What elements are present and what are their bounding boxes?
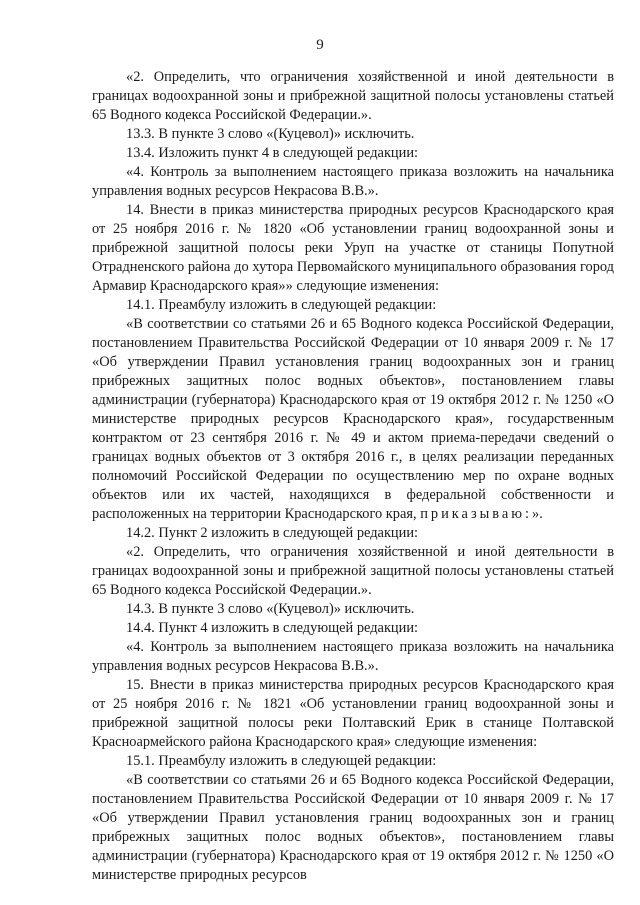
preamble-14-order-word: приказываю: xyxy=(420,506,533,522)
paragraph-14-1: 14.1. Преамбулу изложить в следующей редакции: xyxy=(126,297,437,313)
paragraph-14-2: 14.2. Пункт 2 изложить в следующей редакции: xyxy=(126,525,419,541)
paragraph-13-3: 13.3. В пункте 3 слово «(Куцевол)» исключить. xyxy=(126,126,415,142)
paragraph-15: 15. Внести в приказ министерства природных ресурсов Краснодарского края от 25 ноября 2016 г. № 1821 «Об установлении границ водоохранной зоны и прибрежной защитной полосы реки Полтавский Ерик в станице Полтавской Красноармейского района Краснодарского края» следующие изменения: xyxy=(92,677,614,750)
paragraph-quote-item-4: «4. Контроль за выполнением настоящего приказа возложить на начальника управления водных ресурсов Некрасова В.В.». xyxy=(92,164,614,199)
paragraph-14-4: 14.4. Пункт 4 изложить в следующей редакции: xyxy=(126,620,419,636)
paragraph-quote-item-4-b: «4. Контроль за выполнением настоящего приказа возложить на начальника управления водных ресурсов Некрасова В.В.». xyxy=(92,639,614,674)
preamble-14-closing: ». xyxy=(532,506,543,522)
paragraph-14-3: 14.3. В пункте 3 слово «(Куцевол)» исключить. xyxy=(126,601,415,617)
paragraph-15-1: 15.1. Преамбулу изложить в следующей редакции: xyxy=(126,753,437,769)
preamble-14-text: «В соответствии со статьями 26 и 65 Водного кодекса Российской Федерации, постановлением Правительства Российской Федерации от 10 января 2009 г. № 17 «Об утверждении Правил установления границ водоохранных зон и границ прибрежных защитных полос водных объектов», постановлением главы администрации (губернатора) Краснодарского края от 19 октября 2012 г. № 1250 «О министерстве природных ресурсов Краснодарского края», государственным контрактом от 23 сентября 2016 г. № 49 и актом приема-передачи сведений о границах водных объектов от 3 октября 2016 г., в целях реализации переданных полномочий Российской Федерации по осуществлению мер по охране водных объектов или их частей, находящихся в федеральной собственности и расположенных на территории Краснодарского края, xyxy=(92,316,614,522)
page-number: 9 xyxy=(316,37,324,53)
document-body xyxy=(92,68,614,885)
paragraph-quote-item-2-b: «2. Определить, что ограничения хозяйственной и иной деятельности в границах водоохранной зоны и прибрежной защитной полосы установлены статьей 65 Водного кодекса Российской Федерации.». xyxy=(92,544,614,598)
paragraph-13-4: 13.4. Изложить пункт 4 в следующей редакции: xyxy=(126,145,419,161)
paragraph-14: 14. Внести в приказ министерства природных ресурсов Краснодарского края от 25 ноября 2016 г. № 1820 «Об установлении границ водоохранной зоны и прибрежной защитной полосы реки Уруп на участке от станицы Попутной Отрадненского района до хутора Первомайского муниципального образования город Армавир Краснодарского края»» следующие изменения: xyxy=(92,202,614,294)
paragraph-preamble-14 xyxy=(92,315,614,524)
paragraph-preamble-15: «В соответствии со статьями 26 и 65 Водного кодекса Российской Федерации, постановлением Правительства Российской Федерации от 10 января 2009 г. № 17 «Об утверждении Правил установления границ водоохранных зон и границ прибрежных защитных полос водных объектов», постановлением главы администрации (губернатора) Краснодарского края от 19 октября 2012 г. № 1250 «О министерстве природных ресурсов xyxy=(92,772,614,883)
paragraph-quote-item-2: «2. Определить, что ограничения хозяйственной и иной деятельности в границах водоохранной зоны и прибрежной защитной полосы установлены статьей 65 Водного кодекса Российской Федерации.». xyxy=(92,69,614,123)
